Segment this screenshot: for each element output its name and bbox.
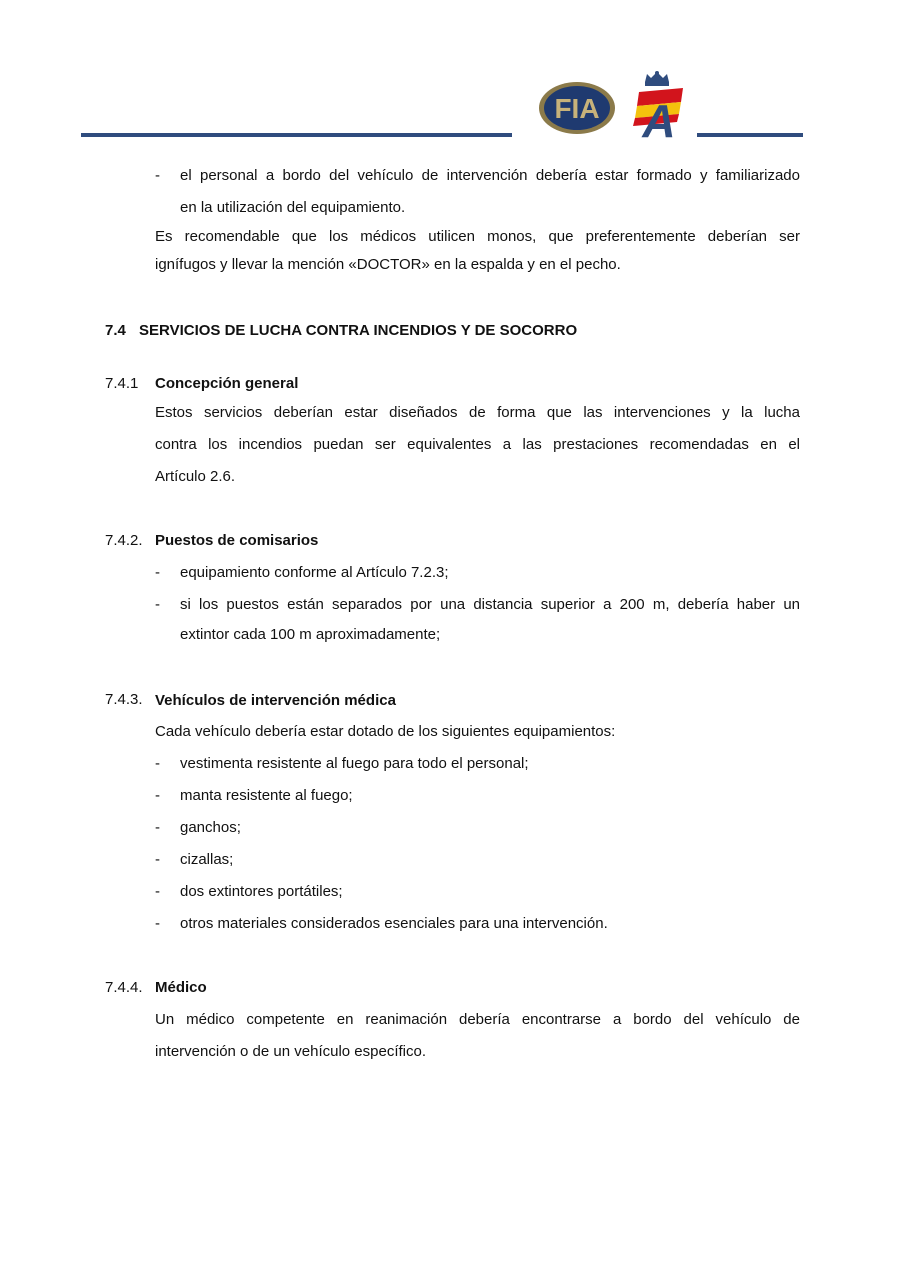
fia-logo (537, 80, 617, 136)
subsection-title-744: Médico (155, 979, 207, 996)
list-item: vestimenta resistente al fuego para todo el personal; (180, 755, 529, 772)
list-item: otros materiales considerados esenciales para una intervención. (180, 915, 608, 932)
bullet-dash: - (155, 819, 160, 836)
s741-line-2: contra los incendios puedan ser equivalentes a las prestaciones recomendadas en el (155, 436, 800, 453)
s741-line-3: Artículo 2.6. (155, 468, 236, 485)
bullet-dash: - (155, 755, 160, 772)
section-number: 7.4 (105, 322, 126, 339)
intro-bullet-line-1: el personal a bordo del vehículo de intervención debería estar formado y familiarizado (180, 167, 800, 184)
s742-item-2-line-1: si los puestos están separados por una distancia superior a 200 m, debería haber un (180, 596, 800, 613)
subsection-number-742: 7.4.2. (105, 532, 143, 549)
bullet-dash: - (155, 851, 160, 868)
bullet-dash: - (155, 883, 160, 900)
list-item: dos extintores portátiles; (180, 883, 343, 900)
section-title: SERVICIOS DE LUCHA CONTRA INCENDIOS Y DE SOCORRO (139, 322, 578, 339)
bullet-dash: - (155, 596, 160, 613)
subsection-title-741: Concepción general (155, 375, 299, 392)
rfea-logo (625, 70, 689, 138)
s742-item-1: equipamiento conforme al Artículo 7.2.3; (180, 564, 449, 581)
bullet-dash: - (155, 915, 160, 932)
header-rule-right (697, 133, 803, 137)
s744-line-2: intervención o de un vehículo específico. (155, 1043, 427, 1060)
s744-line-1: Un médico competente en reanimación debería encontrarse a bordo del vehículo de (155, 1011, 800, 1028)
bullet-dash: - (155, 787, 160, 804)
subsection-number-743: 7.4.3. (105, 691, 143, 708)
s741-line-1: Estos servicios deberían estar diseñados de forma que las intervenciones y la lucha (155, 404, 800, 421)
list-item: cizallas; (180, 851, 234, 868)
bullet-dash: - (155, 564, 160, 581)
list-item: manta resistente al fuego; (180, 787, 353, 804)
bullet-dash: - (155, 167, 160, 184)
subsection-title-743: Vehículos de intervención médica (155, 692, 396, 709)
header-rule-left (81, 133, 512, 137)
subsection-title-742: Puestos de comisarios (155, 532, 319, 549)
fia-logo-text: FIA (554, 93, 600, 124)
rfea-logo-text: A (642, 95, 676, 138)
s742-item-2-line-2: extintor cada 100 m aproximadamente; (180, 626, 441, 643)
subsection-number-744: 7.4.4. (105, 979, 143, 996)
intro-bullet-line-2: en la utilización del equipamiento. (180, 199, 406, 216)
intro-paragraph-line-2: ignífugos y llevar la mención «DOCTOR» en la espalda y en el pecho. (155, 256, 621, 273)
subsection-number-741: 7.4.1 (105, 375, 139, 392)
list-item: ganchos; (180, 819, 241, 836)
intro-paragraph-line-1: Es recomendable que los médicos utilicen monos, que preferentemente deberían ser (155, 228, 800, 245)
s743-intro: Cada vehículo debería estar dotado de los siguientes equipamientos: (155, 723, 616, 740)
